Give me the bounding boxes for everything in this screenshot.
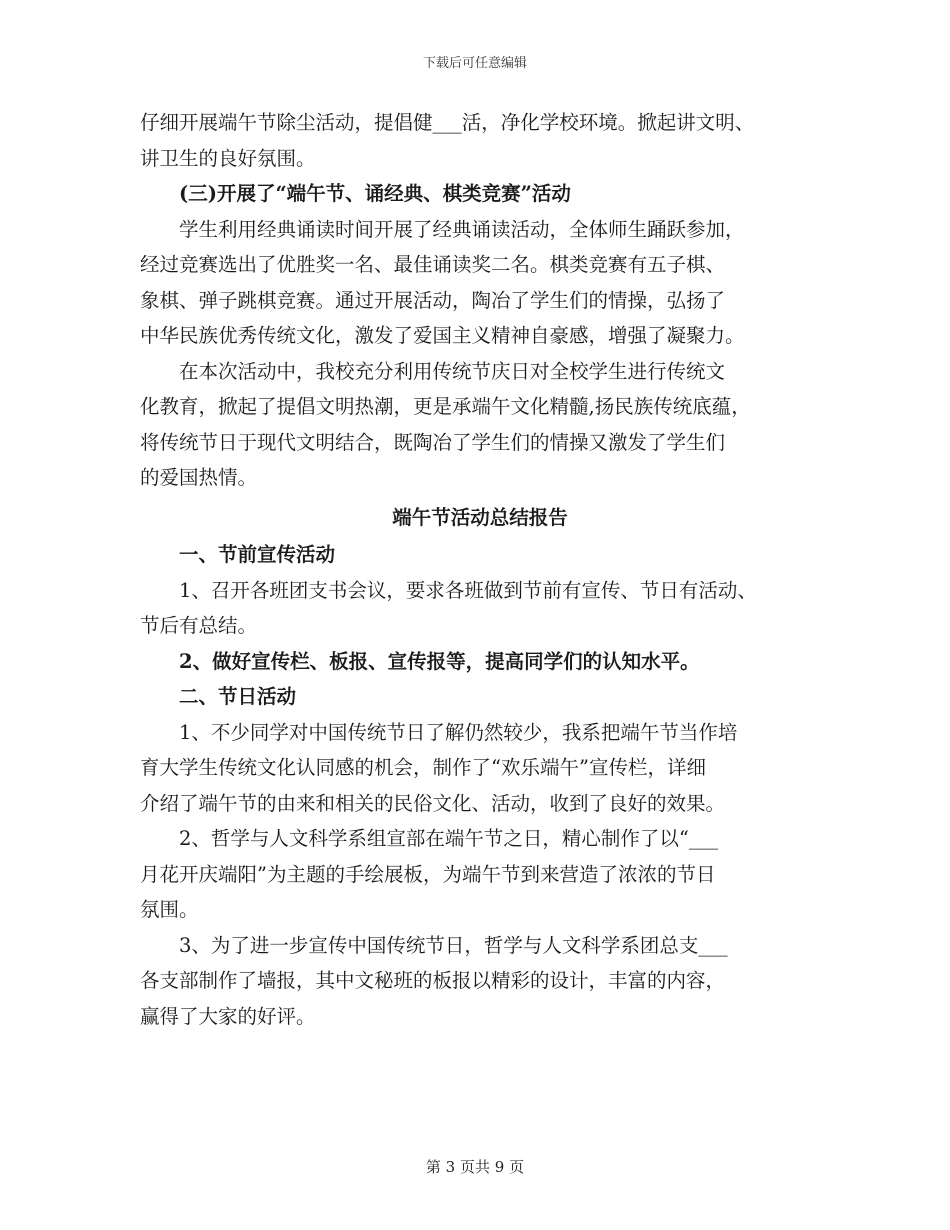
body-line: 节后有总结。 <box>140 614 258 637</box>
page-header: 下载后可任意编辑 <box>422 56 527 71</box>
document-title: 端午节活动总结报告 <box>392 505 568 529</box>
body-line: 中华民族优秀传统文化，激发了爱国主义精神自豪感，增强了凝聚力。 <box>140 324 745 347</box>
body-line: 的爱国热情。 <box>140 466 258 489</box>
body-line: 将传统节日于现代文明结合，既陶冶了学生们的情操又激发了学生们 <box>140 430 726 454</box>
body-line: 氛围。 <box>140 898 199 921</box>
body-line: 讲卫生的良好氛围。 <box>140 146 316 170</box>
section-heading: 2、做好宣传栏、板报、宣传报等，提高同学们的认知水平。 <box>179 649 700 673</box>
body-line: 各支部制作了墙报，其中文秘班的板报以精彩的设计，丰富的内容， <box>140 969 726 992</box>
section-heading: (三)开展了“端午节、诵经典、棋类竞赛”活动 <box>179 182 571 205</box>
body-line: 学生利用经典诵读时间开展了经典诵读活动，全体师生踊跃参加， <box>179 217 745 241</box>
body-line: 月花开庆端阳”为主题的手绘展板，为端午节到来营造了浓浓的节日 <box>140 862 716 886</box>
section-heading: 一、节前宣传活动 <box>179 543 336 566</box>
body-line: 在本次活动中，我校充分利用传统节庆日对全校学生进行传统文 <box>179 359 726 383</box>
body-line: 赢得了大家的好评。 <box>140 1004 316 1028</box>
body-line: 化教育，掀起了提倡文明热潮，更是承端午文化精髓,扬民族传统底蕴， <box>140 395 751 418</box>
body-line: 1、不少同学对中国传统节日了解仍然较少，我系把端午节当作培 <box>179 720 738 744</box>
body-line: 1、召开各班团支书会议，要求各班做到节前有宣传、节日有活动、 <box>179 578 757 602</box>
document-body <box>140 105 820 1034</box>
body-line: 2、哲学与人文科学系组宣部在端午节之日，精心制作了以“___ <box>179 827 719 850</box>
body-line: 象棋、弹子跳棋竞赛。通过开展活动，陶冶了学生们的情操，弘扬了 <box>140 288 726 312</box>
body-line: 育大学生传统文化认同感的机会，制作了“欢乐端午”宣传栏，详细 <box>140 756 706 779</box>
body-line: 介绍了端午节的由来和相关的民俗文化、活动，收到了良好的效果。 <box>140 791 726 815</box>
section-heading: 二、节日活动 <box>179 685 297 708</box>
body-line: 经过竞赛选出了优胜奖一名、最佳诵读奖二名。棋类竞赛有五子棋、 <box>140 253 726 276</box>
page-footer: 第 3 页共 9 页 <box>425 1158 525 1176</box>
body-line: 仔细开展端午节除尘活动，提倡健___活，净化学校环境。掀起讲文明、 <box>140 111 755 134</box>
body-line: 3、为了进一步宣传中国传统节日，哲学与人文科学系团总支___ <box>179 933 728 957</box>
